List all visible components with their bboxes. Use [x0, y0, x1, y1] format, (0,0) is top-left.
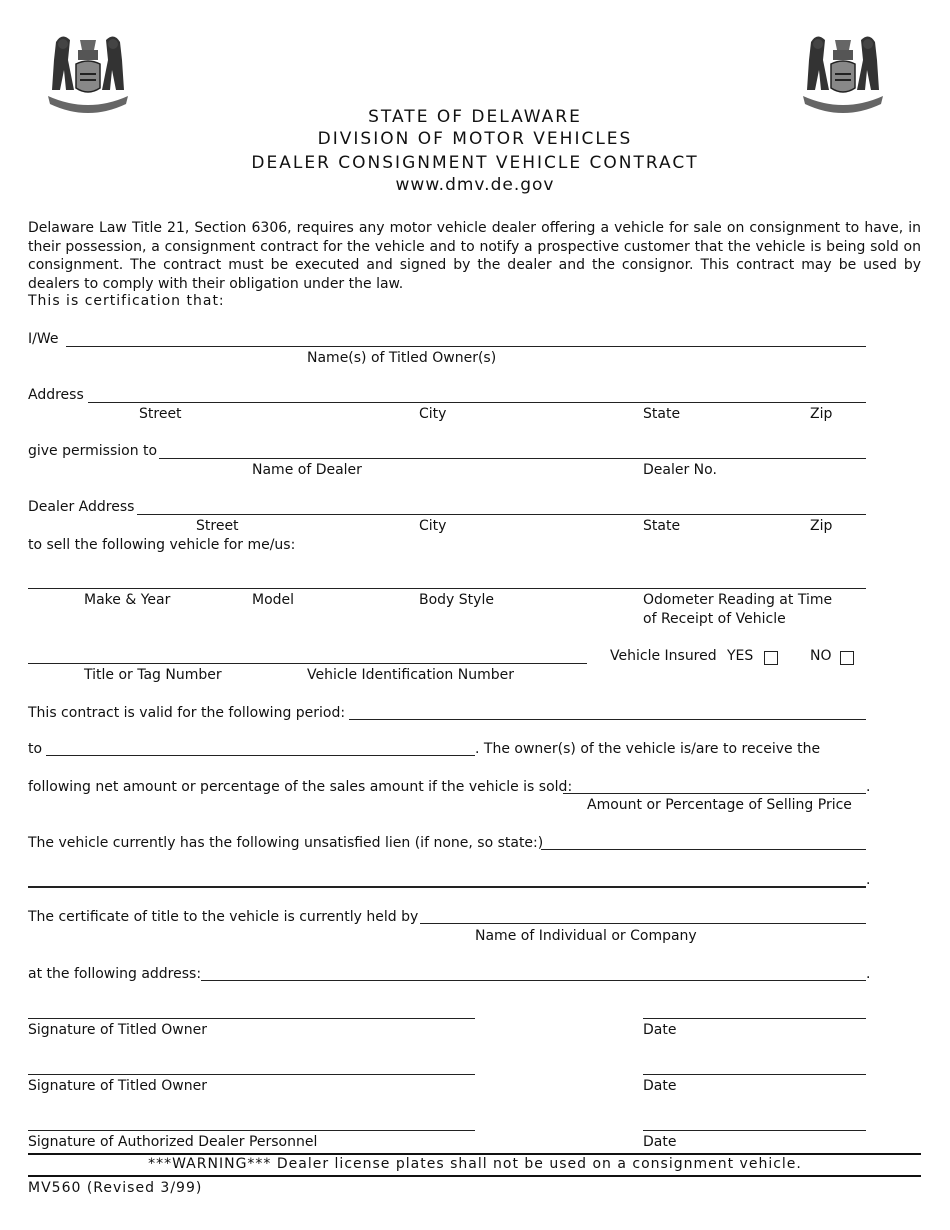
- dealer-city-caption: City: [419, 518, 447, 534]
- dealer-street-caption: Street: [196, 518, 239, 534]
- dealer-date-caption: Date: [643, 1134, 677, 1150]
- certification-text: This is certification that:: [28, 293, 225, 309]
- dealer-state-caption: State: [643, 518, 681, 534]
- owner-receive-text: . The owner(s) of the vehicle is/are to receive the: [475, 741, 821, 757]
- sell-vehicle-text: to sell the following vehicle for me/us:: [28, 537, 296, 553]
- lien-line-1[interactable]: [541, 849, 866, 850]
- owner2-signature-caption: Signature of Titled Owner: [28, 1078, 207, 1094]
- address-city-caption: City: [419, 406, 447, 422]
- lien-line-2[interactable]: [28, 886, 866, 888]
- holder-address-line[interactable]: [201, 980, 866, 981]
- dealer-name-line[interactable]: [159, 458, 866, 459]
- insured-yes-label: YES: [727, 648, 754, 664]
- lien-label: The vehicle currently has the following unsatisfied lien (if none, so state:): [28, 835, 544, 851]
- net-amount-period: .: [866, 779, 871, 795]
- valid-period-label: This contract is valid for the following period:: [28, 705, 346, 721]
- period-start-line[interactable]: [349, 719, 866, 720]
- insured-no-checkbox[interactable]: [840, 651, 854, 665]
- header-state: STATE OF DELAWARE: [368, 107, 582, 127]
- following-address-label: at the following address:: [28, 966, 202, 982]
- dealer-address-line[interactable]: [137, 514, 866, 515]
- body-style-caption: Body Style: [419, 592, 494, 608]
- owner1-date-caption: Date: [643, 1022, 677, 1038]
- insured-yes-checkbox[interactable]: [764, 651, 778, 665]
- header-form-title: DEALER CONSIGNMENT VEHICLE CONTRACT: [251, 153, 699, 173]
- title-vin-line[interactable]: [28, 663, 587, 664]
- owner2-date-caption: Date: [643, 1078, 677, 1094]
- dealer-no-caption: Dealer No.: [643, 462, 717, 478]
- intro-paragraph: Delaware Law Title 21, Section 6306, requires any motor vehicle dealer offering a vehicle for sale on consignment to have, in their possession, a consignment contract for the vehicle and to notify a prospective customer that the vehicle is being sold on consignment. The contract must be executed and signed by the dealer and the consignor. This contract may be used by dealers to comply with their obligation under the law.: [28, 220, 921, 292]
- address-period: .: [866, 966, 871, 982]
- dealer-signature-line[interactable]: [28, 1130, 475, 1131]
- owner1-signature-caption: Signature of Titled Owner: [28, 1022, 207, 1038]
- owner-name-caption: Name(s) of Titled Owner(s): [307, 350, 497, 366]
- owner2-signature-line[interactable]: [28, 1074, 475, 1075]
- dealer-signature-caption: Signature of Authorized Dealer Personnel: [28, 1134, 318, 1150]
- net-amount-line[interactable]: [563, 793, 866, 794]
- owner1-date-line[interactable]: [643, 1018, 866, 1019]
- owner-name-line[interactable]: [66, 346, 866, 347]
- amount-caption: Amount or Percentage of Selling Price: [587, 797, 852, 813]
- warning-bottom-rule: [28, 1175, 921, 1177]
- certificate-held-label: The certificate of title to the vehicle is currently held by: [28, 909, 419, 925]
- permission-label: give permission to: [28, 443, 158, 459]
- header-division: DIVISION OF MOTOR VEHICLES: [317, 129, 633, 149]
- vehicle-description-line[interactable]: [28, 588, 866, 589]
- make-year-caption: Make & Year: [84, 592, 171, 608]
- vehicle-insured-label: Vehicle Insured: [610, 648, 717, 664]
- to-label: to: [28, 741, 43, 757]
- warning-top-rule: [28, 1153, 921, 1155]
- address-street-caption: Street: [139, 406, 182, 422]
- odometer-caption-1: Odometer Reading at Time: [643, 592, 833, 608]
- address-state-caption: State: [643, 406, 681, 422]
- dealer-date-line[interactable]: [643, 1130, 866, 1131]
- dealer-zip-caption: Zip: [810, 518, 833, 534]
- warning-text: ***WARNING*** Dealer license plates shall not be used on a consignment vehicle.: [148, 1156, 802, 1172]
- model-caption: Model: [252, 592, 295, 608]
- period-end-line[interactable]: [46, 755, 475, 756]
- certificate-holder-line[interactable]: [420, 923, 866, 924]
- header-website[interactable]: www.dmv.de.gov: [395, 175, 555, 195]
- lien-period: .: [866, 872, 871, 888]
- dealer-name-caption: Name of Dealer: [252, 462, 362, 478]
- individual-company-caption: Name of Individual or Company: [475, 928, 697, 944]
- iwe-label: I/We: [28, 331, 59, 347]
- title-tag-caption: Title or Tag Number: [84, 667, 222, 683]
- address-line[interactable]: [88, 402, 866, 403]
- net-amount-label: following net amount or percentage of the sales amount if the vehicle is sold:: [28, 779, 573, 795]
- address-label: Address: [28, 387, 84, 403]
- dealer-address-label: Dealer Address: [28, 499, 135, 515]
- odometer-caption-2: of Receipt of Vehicle: [643, 611, 786, 627]
- owner1-signature-line[interactable]: [28, 1018, 475, 1019]
- insured-no-label: NO: [810, 648, 832, 664]
- address-zip-caption: Zip: [810, 406, 833, 422]
- form-number: MV560 (Revised 3/99): [28, 1180, 203, 1196]
- owner2-date-line[interactable]: [643, 1074, 866, 1075]
- vin-caption: Vehicle Identification Number: [307, 667, 514, 683]
